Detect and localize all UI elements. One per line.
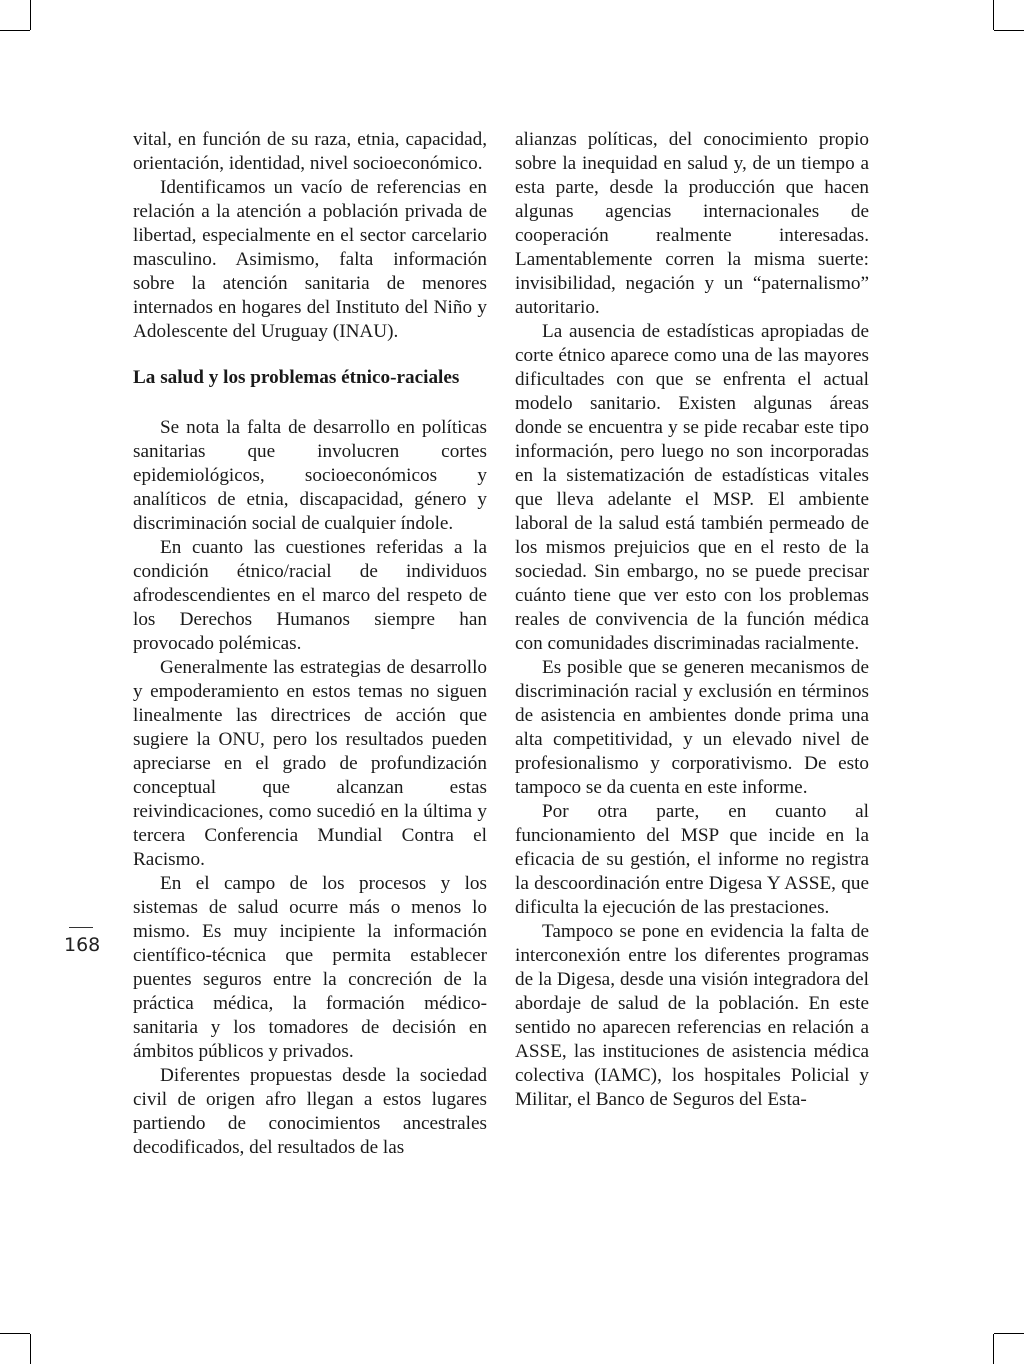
right-column — [515, 128, 869, 1112]
paragraph: Generalmente las estrategias de desarrollo y empoderamiento en estos temas no siguen linealmente las directrices de acción que sugiere la ONU, pero los resultados pueden apreciarse en el grado de profundización conceptual que alcanzan estas reivindicaciones, como sucedió en la última y tercera Conferencia Mundial Contra el Racismo. — [133, 657, 487, 870]
paragraph: Tampoco se pone en evidencia la falta de interconexión entre los diferentes programas de la Digesa, desde una visión integradora del abordaje de salud de la población. En este sentido no aparecen referencias en relación a ASSE, las instituciones de asistencia médica colectiva (IAMC), los hospitales Policial y Militar, el Banco de Seguros del Esta- — [515, 921, 869, 1110]
crop-mark-bottom-right-v — [993, 1334, 994, 1364]
page-number: 168 — [64, 934, 101, 956]
crop-mark-bottom-right-h — [994, 1333, 1024, 1334]
left-column — [133, 128, 487, 1160]
crop-mark-top-right-v — [993, 0, 994, 30]
crop-mark-top-left-h — [0, 30, 30, 31]
crop-mark-top-left-v — [30, 0, 31, 30]
paragraph: La ausencia de estadísticas apropiadas de corte étnico aparece como una de las mayores dificultades con que se enfrenta el actual modelo sanitario. Existen algunas áreas donde se encuentra y se pide recabar este tipo información, pero luego no son incorporadas en la sistematización de estadísticas vitales que lleva adelante el MSP. El ambiente laboral de la salud está también permeado de los mismos prejuicios que en el resto de la sociedad. Sin embargo, no se puede precisar cuánto tiene que ver esto con los problemas reales de convivencia de la función médica con comunidades discriminadas racialmente. — [515, 321, 869, 654]
paragraph: alianzas políticas, del conocimiento propio sobre la inequidad en salud y, de un tiempo a esta parte, desde la producción que hacen algunas agencias internacionales de cooperación realmente interesadas. Lamentablemente corren la misma suerte: invisibilidad, negación y un “paternalismo” autoritario. — [515, 129, 869, 318]
paragraph: Es posible que se generen mecanismos de discriminación racial y exclusión en términos de asistencia en ambientes donde prima una alta competitividad, y un elevado nivel de profesionalismo y corporativismo. De esto tampoco se da cuenta en este informe. — [515, 657, 869, 798]
section-heading: La salud y los problemas étnico-raciales — [133, 367, 460, 388]
paragraph: Se nota la falta de desarrollo en políticas sanitarias que involucren cortes epidemiológicos, socioeconómicos y analíticos de etnia, discapacidad, género y discriminación social de cualquier índole. — [133, 417, 487, 534]
crop-mark-bottom-left-v — [30, 1334, 31, 1364]
paragraph: En el campo de los procesos y los sistemas de salud ocurre más o menos lo mismo. Es muy incipiente la información científico-técnica que permita establecer puentes seguros entre la concreción de la práctica médica, la formación médico-sanitaria y los tomadores de decisión en ámbitos públicos y privados. — [133, 873, 487, 1062]
crop-mark-top-right-h — [994, 30, 1024, 31]
page-number-rule — [69, 927, 93, 928]
paragraph: vital, en función de su raza, etnia, capacidad, orientación, identidad, nivel socioeconómico. — [133, 129, 487, 174]
paragraph: Por otra parte, en cuanto al funcionamiento del MSP que incide en la eficacia de su gestión, el informe no registra la descoordinación entre Digesa Y ASSE, que dificulta la ejecución de las prestaciones. — [515, 801, 869, 918]
paragraph: Diferentes propuestas desde la sociedad civil de origen afro llegan a estos lugares partiendo de conocimientos ancestrales decodificados, del resultados de las — [133, 1065, 487, 1158]
paragraph: Identificamos un vacío de referencias en relación a la atención a población privada de libertad, especialmente en el sector carcelario masculino. Asimismo, falta información sobre la atención sanitaria de menores internados en hogares del Instituto del Niño y Adolescente del Uruguay (INAU). — [133, 177, 487, 342]
paragraph: En cuanto las cuestiones referidas a la condición étnico/racial de individuos afrodescendientes en el marco del respeto de los Derechos Humanos siempre han provocado polémicas. — [133, 537, 487, 654]
crop-mark-bottom-left-h — [0, 1333, 30, 1334]
